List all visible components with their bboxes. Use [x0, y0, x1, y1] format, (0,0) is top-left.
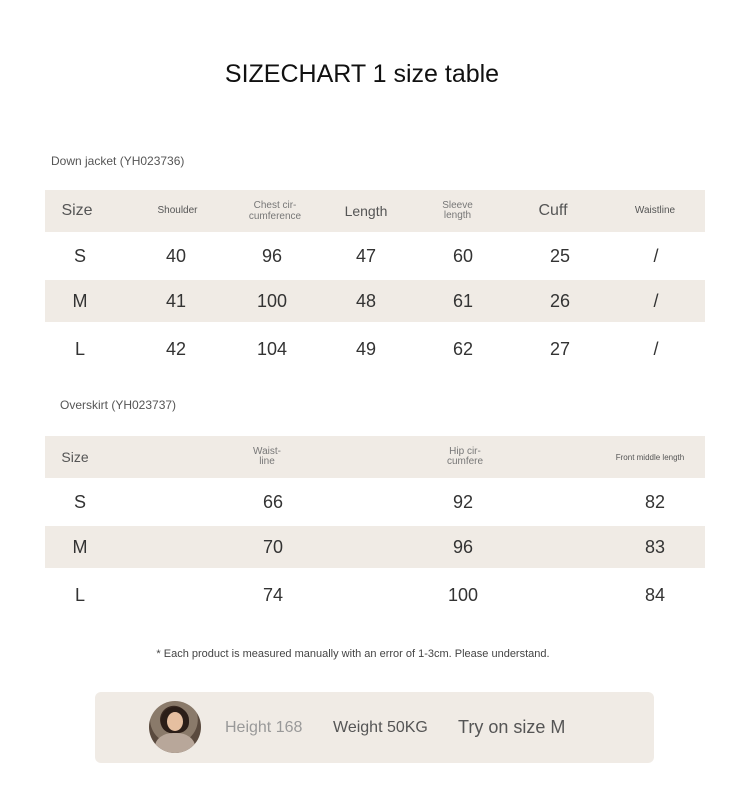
jacket-cell-size: L	[74, 338, 85, 359]
skirt-header-size: Size	[61, 449, 89, 465]
jacket-cell-size: S	[73, 245, 86, 266]
jacket-header-length: Length	[344, 203, 388, 219]
skirt-cell-size: S	[73, 491, 86, 512]
jacket-size-table	[45, 190, 705, 376]
skirt-size-table	[45, 436, 705, 622]
jacket-header-chest-line1: Chest cir-	[253, 199, 297, 211]
jacket-cell-shoulder: 41	[165, 290, 187, 311]
skirt-section-label: Overskirt (YH023737)	[60, 398, 177, 412]
jacket-cell-cuff: 27	[549, 338, 571, 359]
skirt-header-hip-line1: Hip cir-	[449, 446, 481, 457]
skirt-header-waistline-line2: line	[259, 456, 275, 467]
skirt-row-m	[45, 526, 705, 568]
jacket-header-chest-line2: cumference	[248, 210, 302, 222]
jacket-cell-length: 47	[355, 245, 377, 266]
jacket-header-row	[45, 190, 705, 232]
model-weight: Weight 50KG	[333, 718, 428, 736]
jacket-cell-shoulder: 40	[165, 245, 187, 266]
jacket-cell-waistline: /	[653, 338, 659, 359]
jacket-header-waistline: Waistline	[634, 205, 676, 216]
jacket-cell-shoulder: 42	[165, 338, 187, 359]
jacket-row-s	[45, 232, 705, 280]
jacket-row-l	[45, 322, 705, 376]
skirt-row-s	[45, 478, 705, 526]
skirt-cell-size: L	[74, 584, 85, 605]
skirt-cell-size: M	[72, 536, 88, 557]
jacket-header-chest	[235, 190, 315, 232]
skirt-header-hip	[430, 436, 500, 478]
jacket-cell-waistline: /	[653, 290, 659, 311]
jacket-cell-waistline: /	[653, 245, 659, 266]
skirt-cell-hip: 92	[452, 491, 474, 512]
skirt-cell-waistline: 74	[262, 584, 284, 605]
skirt-cell-waistline: 66	[262, 491, 284, 512]
model-info-box	[95, 692, 654, 763]
jacket-header-size: Size	[61, 202, 93, 219]
jacket-cell-chest: 100	[256, 290, 288, 311]
jacket-cell-chest: 96	[261, 245, 283, 266]
jacket-cell-size: M	[72, 290, 88, 311]
skirt-cell-hip: 100	[447, 584, 479, 605]
jacket-row-m	[45, 280, 705, 322]
jacket-header-sleeve-line2: length	[443, 210, 472, 221]
jacket-header-shoulder: Shoulder	[157, 205, 198, 216]
model-try-size: Try on size M	[458, 717, 566, 737]
jacket-cell-length: 49	[355, 338, 377, 359]
jacket-header-sleeve	[425, 190, 490, 232]
jacket-cell-sleeve: 62	[452, 338, 474, 359]
jacket-cell-cuff: 26	[549, 290, 571, 311]
jacket-section-label: Down jacket (YH023736)	[51, 154, 185, 168]
skirt-header-hip-line2: cumfere	[446, 456, 484, 467]
jacket-cell-length: 48	[355, 290, 377, 311]
skirt-cell-waistline: 70	[262, 536, 284, 557]
skirt-cell-hip: 96	[452, 536, 474, 557]
skirt-cell-front-middle-length: 84	[644, 584, 666, 605]
jacket-cell-chest: 104	[256, 338, 288, 359]
jacket-cell-sleeve: 60	[452, 245, 474, 266]
page-title: SIZECHART 1 size table	[224, 60, 500, 88]
skirt-header-waistline-line1: Waist-	[253, 446, 281, 457]
jacket-header-sleeve-line1: Sleeve	[442, 200, 473, 211]
model-height: Height 168	[225, 718, 303, 736]
jacket-cell-cuff: 25	[549, 245, 571, 266]
measurement-note: * Each product is measured manually with an error of 1-3cm. Please understand.	[156, 648, 550, 660]
skirt-cell-front-middle-length: 82	[644, 491, 666, 512]
skirt-header-row	[45, 436, 705, 478]
skirt-row-l	[45, 568, 705, 622]
skirt-header-front-middle-length: Front middle length	[615, 452, 685, 462]
model-avatar	[149, 701, 201, 753]
jacket-cell-sleeve: 61	[452, 290, 474, 311]
jacket-header-cuff: Cuff	[538, 202, 568, 219]
skirt-header-waistline	[237, 436, 297, 478]
skirt-cell-front-middle-length: 83	[644, 536, 666, 557]
